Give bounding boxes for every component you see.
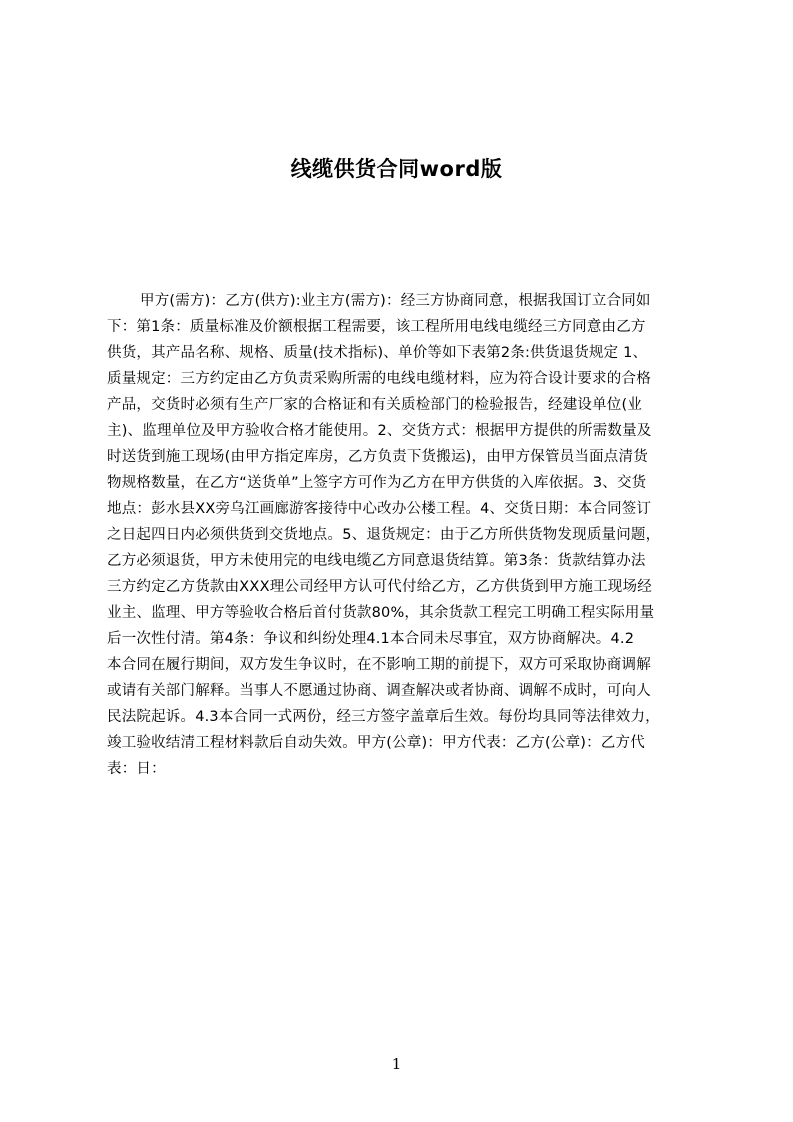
body-line: 质量规定：三方约定由乙方负责采购所需的电线电缆材料，应为符合设计要求的合格 xyxy=(107,371,651,387)
page-title: 线缆供货合同word版 xyxy=(290,157,503,182)
body-line: 民法院起诉。4.3本合同一式两份，经三方签字盖章后生效。每份均具同等法律效力， xyxy=(107,709,660,725)
body-line: 地点：彭水县XX旁乌江画廊游客接待中心改办公楼工程。4、交货日期：本合同签订 xyxy=(107,501,652,517)
page-number: 1 xyxy=(391,1055,402,1073)
body-line: 乙方必须退货，甲方未使用完的电线电缆乙方同意退货结算。第3条：货款结算办法 xyxy=(107,553,646,569)
body-line: 之日起四日内必须供货到交货地点。5、退货规定：由于乙方所供货物发现质量问题， xyxy=(107,527,661,543)
body-line: 物规格数量，在乙方“送货单”上签字方可作为乙方在甲方供货的入库依据。3、交货 xyxy=(107,475,647,491)
body-line: 或请有关部门解释。当事人不愿通过协商、调查解决或者协商、调解不成时，可向人 xyxy=(107,683,651,699)
body-line: 甲方(需方)：乙方(供方):业主方(需方)：经三方协商同意，根据我国订立合同如 xyxy=(140,293,651,309)
body-line: 本合同在履行期间，双方发生争议时，在不影响工期的前提下，双方可采取协商调解 xyxy=(107,657,651,673)
body-line: 时送货到施工现场(由甲方指定库房，乙方负责下货搬运)，由甲方保管员当面点清货 xyxy=(107,449,648,465)
body-line: 竣工验收结清工程材料款后自动失效。甲方(公章)：甲方代表：乙方(公章)：乙方代 xyxy=(107,735,645,751)
body-line: 表：日： xyxy=(107,761,166,777)
body-line: 产品，交货时必须有生产厂家的合格证和有关质检部门的检验报告，经建设单位(业 xyxy=(107,397,643,413)
body-line: 供货，其产品名称、规格、质量(技术指标)、单价等如下表第2条:供货退货规定 1、 xyxy=(107,345,648,361)
body-line: 下：第1条：质量标准及价额根据工程需要，该工程所用电线电缆经三方同意由乙方 xyxy=(107,319,646,335)
body-line: 后一次性付清。第4条：争议和纠纷处理4.1本合同未尽事宜，双方协商解决。4.2 xyxy=(107,631,635,647)
body-line: 业主、监理、甲方等验收合格后首付货款80%，其余货款工程完工明确工程实际用量 xyxy=(107,605,655,621)
body-line: 主)、监理单位及甲方验收合格才能使用。2、交货方式：根据甲方提供的所需数量及 xyxy=(107,423,652,439)
contract-body xyxy=(107,288,726,798)
body-line: 三方约定乙方货款由XXX理公司经甲方认可代付给乙方，乙方供货到甲方施工现场经 xyxy=(107,579,652,595)
